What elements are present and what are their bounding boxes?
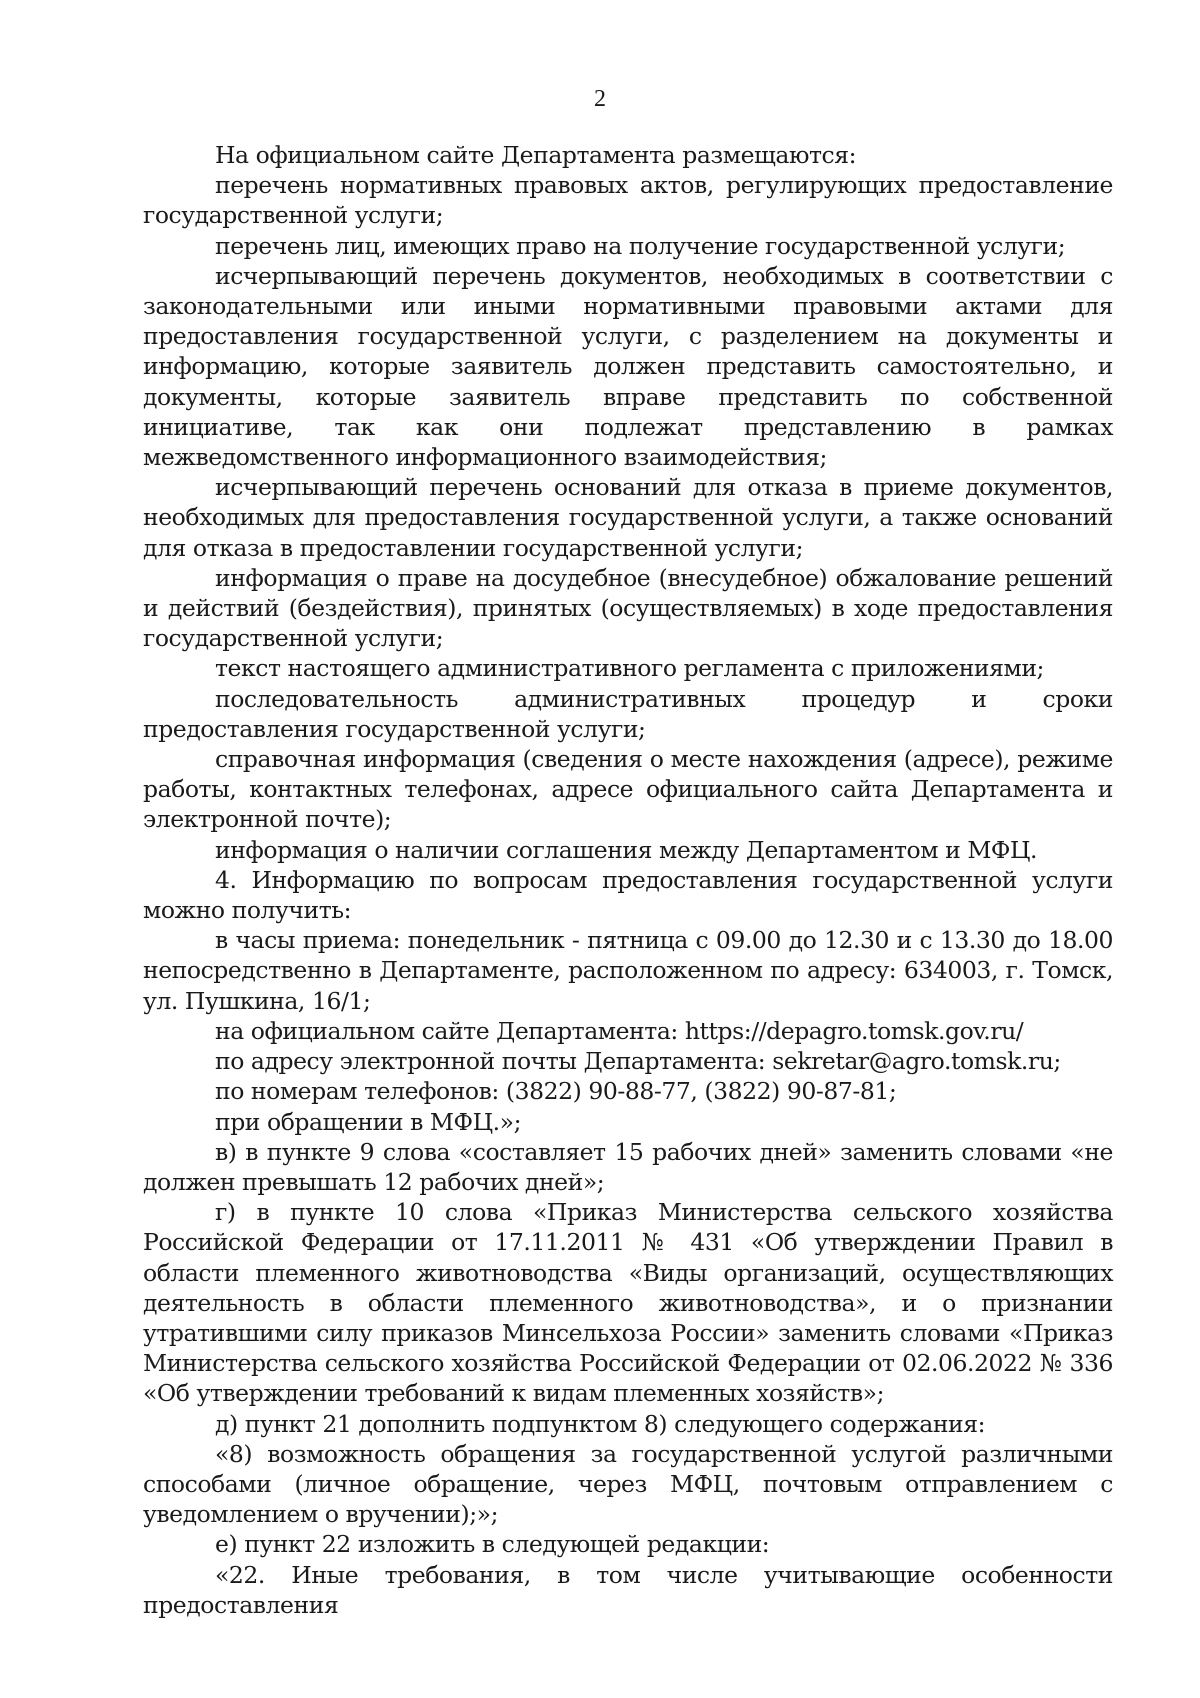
paragraph: справочная информация (сведения о месте нахождения (адресе), режиме работы, контактных телефонах, адресе официального сайта Департамента и электронной почте); — [143, 745, 1113, 834]
document-body — [143, 140, 1113, 1620]
paragraph: по адресу электронной почты Департамента: sekretar@agro.tomsk.ru; — [215, 1047, 1061, 1076]
paragraph: в) в пункте 9 слова «составляет 15 рабочих дней» заменить словами «не должен превышать 12 рабочих дней»; — [143, 1137, 1113, 1196]
paragraph: информация о наличии соглашения между Департаментом и МФЦ. — [215, 835, 1038, 864]
paragraph: информация о праве на досудебное (внесудебное) обжалование решений и действий (бездействия), принятых (осуществляемых) в ходе предоставления государственной услуги; — [143, 563, 1113, 653]
paragraph: 4. Информацию по вопросам предоставления государственной услуги можно получить: — [143, 865, 1113, 925]
paragraph: исчерпывающий перечень документов, необходимых в соответствии с законодательными или иными нормативными правовыми актами для предоставления государственной услуги, с разделением на документы и информацию, которые заявитель должен представить самостоятельно, и документы, которые заявитель вправе представить по собственной инициативе, так как они подлежат представлению в рамках межведомственного информационного взаимодействия; — [143, 261, 1113, 472]
paragraph: при обращении в МФЦ.»; — [215, 1107, 522, 1136]
paragraph: «22. Иные требования, в том числе учитывающие особенности предоставления — [143, 1560, 1113, 1619]
paragraph: перечень нормативных правовых актов, регулирующих предоставление государственной услуги; — [143, 171, 1113, 230]
paragraph: по номерам телефонов: (3822) 90-88-77, (3822) 90-87-81; — [215, 1077, 897, 1106]
paragraph: д) пункт 21 дополнить подпунктом 8) следующего содержания: — [215, 1409, 986, 1438]
page-number: 2 — [594, 86, 606, 112]
paragraph: на официальном сайте Департамента: https://depagro.tomsk.gov.ru/ — [215, 1016, 1024, 1045]
paragraph: последовательность административных процедур и сроки предоставления государственной услуги; — [143, 684, 1113, 743]
paragraph: перечень лиц, имеющих право на получение государственной услуги; — [215, 231, 1066, 260]
paragraph: г) в пункте 10 слова «Приказ Министерства сельского хозяйства Российской Федерации от 17.11.2011 № 431 «Об утверждении Правил в области племенного животноводства «Виды организаций, осуществляющих деятельность в области племенного животноводства», и о признании утратившими силу приказов Минсельхоза России» заменить словами «Приказ Министерства сельского хозяйства Российской Федерации от 02.06.2022 № 336 «Об утверждении требований к видам племенных хозяйств»; — [143, 1198, 1113, 1408]
paragraph: текст настоящего административного регламента с приложениями; — [215, 654, 1045, 683]
paragraph: «8) возможность обращения за государственной услугой различными способами (личное обращение, через МФЦ, почтовым отправлением с уведомлением о вручении);»; — [143, 1439, 1113, 1529]
paragraph: в часы приема: понедельник - пятница с 09.00 до 12.30 и с 13.30 до 18.00 непосредственно в Департаменте, расположенном по адресу: 634003, г. Томск, ул. Пушкина, 16/1; — [143, 926, 1113, 1015]
paragraph: е) пункт 22 изложить в следующей редакции: — [215, 1530, 770, 1559]
paragraph: На официальном сайте Департамента размещаются: — [215, 141, 857, 169]
paragraph: исчерпывающий перечень оснований для отказа в приеме документов, необходимых для предоставления государственной услуги, а также оснований для отказа в предоставлении государственной услуги; — [143, 473, 1113, 562]
